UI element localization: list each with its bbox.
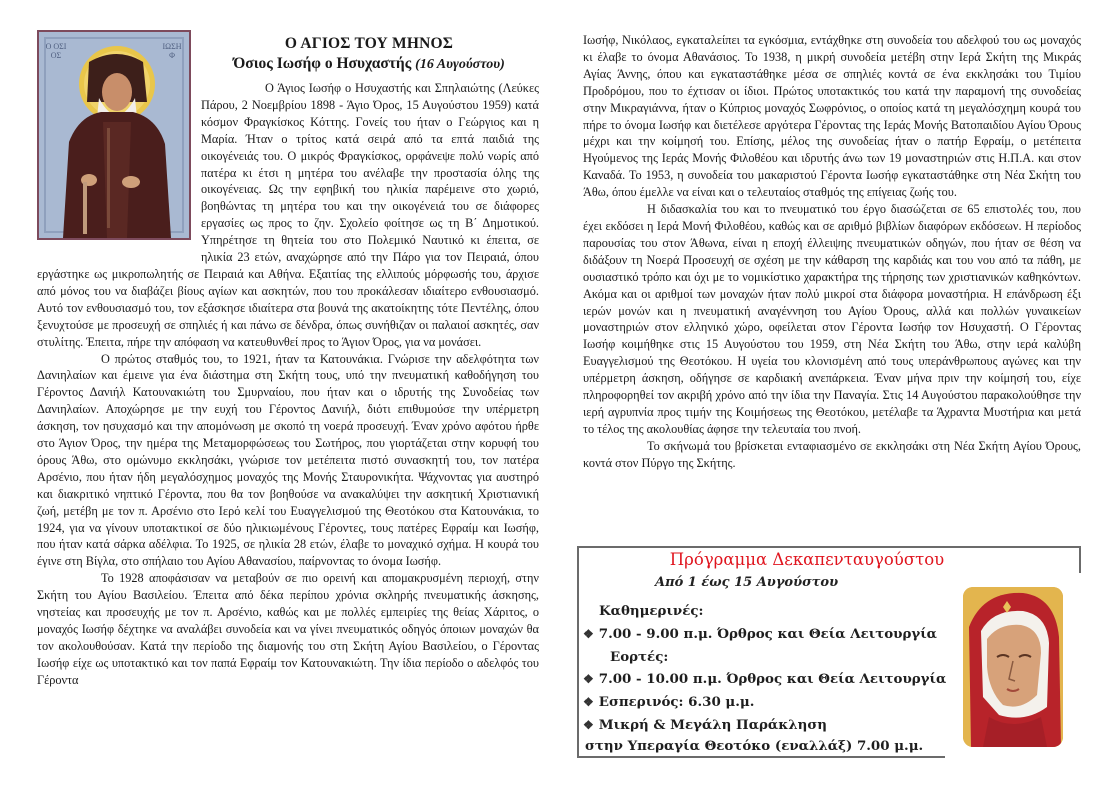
article-header <box>199 34 539 75</box>
theotokos-icon <box>963 587 1063 747</box>
schedule-item-feasts <box>583 671 946 687</box>
saint-inscription-left: Ο ΟΣΙΟΣ <box>45 42 67 60</box>
paragraph: Το 1928 αποφάσισαν να μεταβούν σε πιο ορεινή και απομακρυσμένη περιοχή, στην Σκήτη του Αγίου Βασιλείου. Έπειτα από δέκα περίπου χρόνια σκληρής πνευματικής άσκησης, νηστείας και προσευχής με τον π. Αρσένιο, καθώς και με πολλές εμπειρίες της θείας Χάριτος, ο μοναχός Ιωσήφ δέχτηκε να αναλάβει συνοδεία και να γίνει πνευματικός οδηγός όποιων μοναχών θα τον ακολουθούσαν. Κατά την περίοδο της διαμονής του στη Σκήτη Αγίου Βασιλείου, ο Γέροντας Ιωσήφ είχε ως υποτακτικό και τον παπά Εφραίμ τον Κατουνακιώτη. Την ίδια περίοδο ο αδελφός του Γέροντα <box>37 571 539 687</box>
page-title: Ο ΑΓΙΟΣ ΤΟΥ ΜΗΝΟΣ <box>284 35 454 52</box>
box-border-left <box>577 546 579 757</box>
left-column <box>37 0 539 792</box>
schedule-item-vespers <box>583 694 754 710</box>
right-article-body <box>583 32 1081 472</box>
saint-subtitle <box>199 54 539 75</box>
schedule-item-paraklesis <box>583 717 827 733</box>
bullet-icon: ❖ <box>583 672 594 686</box>
box-border-right <box>1079 546 1081 573</box>
schedule-item-text: Εσπερινός: 6.30 μ.μ. <box>598 694 755 710</box>
paragraph: Ο Άγιος Ιωσήφ ο Ησυχαστής και Σπηλαιώτης (Λεύκες Πάρου, 2 Νοεμβρίου 1898 - Άγιο Όρος, 15 Αυγούστου 1959) κατά κόσμον Φραγκίσκος Κόττης. Γονείς του ήταν ο Γεώργιος και η Μαρία. Ήταν ο τρίτος κατά σειρά από τα επτά παιδιά της οικογένειάς του. Ο μικρός Φραγκίσκος, ορφάνεψε πολύ νωρίς από πατέρα κι έτσι η μητέρα του ανέλαβε την προστασία όλης της οικογένειας. Ως την εφηβική του ηλικία παρέμεινε στο χωριό, βοηθώντας τη μητέρα του και την οικογένειά του σε διάφορες εργασίες ως προς το ζην. Σχολείο φοίτησε ως τη Β΄ Δημοτικού. Υπηρέτησε τη θητεία του στο Πολεμικό Ναυτικό κι έπειτα, σε ηλικία 23 ετών, αναχώρησε από την Πάρο για τον Πειραιά, όπου εργάστηκε ως μικροπωλητής σε Πειραιά και Αθήνα. Εξαιτίας της ελλιπούς μόρφωσής του, άρχισε από μόνος του να διαβάζει βίους αγίων και ασκητών, που του προκάλεσαν ιδιαίτερο ενθουσιασμό. Αυτό τον ενθουσιασμό του, τον εξάσκησε ιδιαίτερα στα βουνά της ακατοίκητης τότε Πεντέλης, όπου ξενυχτούσε με προσευχή σε σπηλιές ή και πάνω σε δένδρα, όπως συνήθιζαν οι παλαιοί ασκητές, σαν στυλίτης. Έπειτα, πήρε την απόφαση να κατευθυνθεί προς το Άγιον Όρος, για να μονάσει. <box>37 81 539 349</box>
left-article-body <box>37 80 539 689</box>
theotokos-icon-art <box>963 587 1063 747</box>
paragraph: Το σκήνωμά του βρίσκεται ενταφιασμένο σε εκκλησάκι στη Νέα Σκήτη Αγίου Όρους, κοντά στον Πύργο της Σκήτης. <box>583 438 1081 470</box>
paragraph: Η διδασκαλία του και το πνευματικό του έργο διασώζεται σε 65 επιστολές του, που έχει εκδόσει η Ιερά Μονή Φιλοθέου, καθώς και σε αριθμό βιβλίων διαφόρων εκδόσεων. Η περίοδος παρουσίας του στον Άθωνα, είναι η εποχή έλλειψης πνευματικών οδηγών, που ήταν σε θέση να διδάξουν τη Νοερά Προσευχή σε σχέση με την κάθαρση της καρδιάς και του νου από τα πάθη, με ουσιαστικό τρόπο και όχι με το νομικίστικο χαρακτήρα της τήρησης των χριστιανικών καθηκόντων. Ακόμα και οι αριθμοί των μοναχών ήταν πολύ μικροί στα διάφορα μοναστήρια. Η επάνδρωση έξι ιερών μονών και η πνευματική αναγέννηση του Αγίου Όρους, αλλά και πολλών γυναικείων μοναστηριών στον ελληνικό χώρο, οφείλεται στον Γέροντα Ιωσήφ τον Ησυχαστή. Ο Γέροντας Ιωσήφ κοιμήθηκε στις 15 Αυγούστου του 1959, στη Νέα Σκήτη του Άθω, στην ιερά καλύβη Ευαγγελισμού της Θεοτόκου. Η υγεία του κλονισμένη από τους υπεράνθρωπους αγώνες και την υπέρμετρη άσκηση, οδήγησε σε καρδιακή ανεπάρκεια. Έναν μήνα πριν την κοίμησή του, είχε πληροφορηθεί τον ακριβή χρόνο από την ίδια την Παναγία. Στις 14 Αυγούστου παρακολούθησε την ιερή αγρυπνία προς τιμήν της Κοιμήσεως της Θεοτόκου, μετέλαβε τα Άχραντα Μυστήρια και μετά το τέλος της ακολουθίας άφησε την τελευταία του πνοή. <box>583 202 1081 436</box>
schedule-item-paraklesis-detail: στην Υπεραγία Θεοτόκο (εναλλάξ) 7.00 μ.μ. <box>585 738 924 754</box>
box-border-bottom <box>577 756 945 758</box>
saint-inscription-right: ΙΩΣΗΦ <box>162 42 182 60</box>
schedule-item-weekdays <box>583 626 937 642</box>
bullet-icon: ❖ <box>583 718 594 732</box>
feasts-label: Εορτές: <box>610 649 669 665</box>
schedule-item-text: Μικρή & Μεγάλη Παράκληση <box>598 717 827 733</box>
schedule-item-text: 7.00 - 9.00 π.μ. Όρθρος και Θεία Λειτουργία <box>598 626 937 642</box>
schedule-title: Πρόγραμμα Δεκαπενταυγούστου <box>669 550 945 569</box>
schedule-item-text: 7.00 - 10.00 π.μ. Όρθρος και Θεία Λειτουργία <box>598 671 947 687</box>
paragraph: Ο πρώτος σταθμός του, το 1921, ήταν τα Κατουνάκια. Γνώρισε την αδελφότητα των Δανιηλαίων και έμεινε για ένα διάστημα στη Σκήτη τους, υπό την πνευματική καθοδήγηση του Γέροντος Δανιήλ Κατουνακιώτη του Σμυρναίου, που ήταν και ο ιδρυτής της Συνοδείας των Δανιηλαίων. Αποχώρησε με την ευχή του Γέροντος Δανιήλ, διότι επιθυμούσε την υπέρμετρη άσκηση, τον ησυχασμό και την απομόνωση με σκοπό τη νοερά προσευχή. Έναν χρόνο αφότου ήρθε στο Άγιον Όρος, την ημέρα της Μεταμορφώσεως του Σωτήρος, που γιορτάζεται στην κορυφή του όρους Άθω, στο ομώνυμο εκκλησάκι, γνώρισε τον μετέπειτα πιστό συνασκητή του, τον πατέρα Αρσένιο, που ήταν ήδη μεγαλόσχημος μοναχός της Μονής Σταυρονικήτα. Ψάχνοντας για αυστηρό και διακριτικό νηπτικό Γέροντα, που θα τον βοηθούσε να ανακαλύψει την ασκητική Χριστιανική ζωή, μετέβη με τον π. Αρσένιο στο Ιερό κελί του Ευαγγελισμού της Θεοτόκου στα Κατουνάκια, το 1924, για να γίνουν υποτακτικοί σε δύο ηλικιωμένους Γέροντες, τους πατέρες Εφραίμ και Ιωσήφ, που ήταν κατά σάρκα αδέλφια. Το 1925, σε ηλικία 28 ετών, έλαβε το μοναχικό σχήμα. Η κουρά του έγινε στη Βίγλα, στο σπήλαιο του Αγίου Αθανασίου, παίρνοντας το όνομα Ιωσήφ. <box>37 351 539 569</box>
schedule-subtitle: Από 1 έως 15 Αυγούστου <box>655 575 839 590</box>
box-border-top <box>577 546 1081 548</box>
feast-date: (16 Αυγούστου) <box>415 57 505 72</box>
paragraph: Ιωσήφ, Νικόλαος, εγκαταλείπει τα εγκόσμια, εντάχθηκε στη συνοδεία του αδελφού του ως μοναχός κι έλαβε το όνομα Αθανάσιος. Το 1938, η μικρή συνοδεία μετέβη στην Ιερά Σκήτη της Μικράς Αγίας Άννης, όπου και εγκαταστάθηκε μέσα σε σπηλιές κοντά σε ένα εκκλησάκι του Τιμίου Προδρόμου, που το έχτισαν οι ίδιοι. Πρώτος υποτακτικός του κατά την παραμονή της συνοδείας στην Μικραγιάννα, ήταν ο Κύπριος μοναχός Σωφρόνιος, ο οποίος κατά τη μεγαλόσχημη κουρά του πήρε το όνομα Ιωσήφ και διετέλεσε αργότερα Γέροντας της Ιεράς Μονής Βατοπαιδίου Αγίου Όρους μέχρι και την κοίμησή του. Επίσης, μέλος της συνοδείας ήταν ο πατήρ Εφραίμ, ο μετέπειτα Ηγούμενος της Ιεράς Μονής Φιλοθέου και ιδρυτής άνω των 19 μοναστηριών στις Η.Π.Α. και στον Καναδά. Το 1953, η συνοδεία του μακαριστού Γέροντα Ιωσήφ εγκαταστάθηκε στη Νέα Σκήτη του Άθω, όπου έμελλε να είναι και ο τελευταίος σταθμός της επίγειας ζωής του. <box>583 33 1081 200</box>
weekdays-label: Καθημερινές: <box>599 603 704 619</box>
saint-name: Όσιος Ιωσήφ ο Ησυχαστής <box>233 55 412 72</box>
bullet-icon: ❖ <box>583 627 594 641</box>
bullet-icon: ❖ <box>583 695 594 709</box>
